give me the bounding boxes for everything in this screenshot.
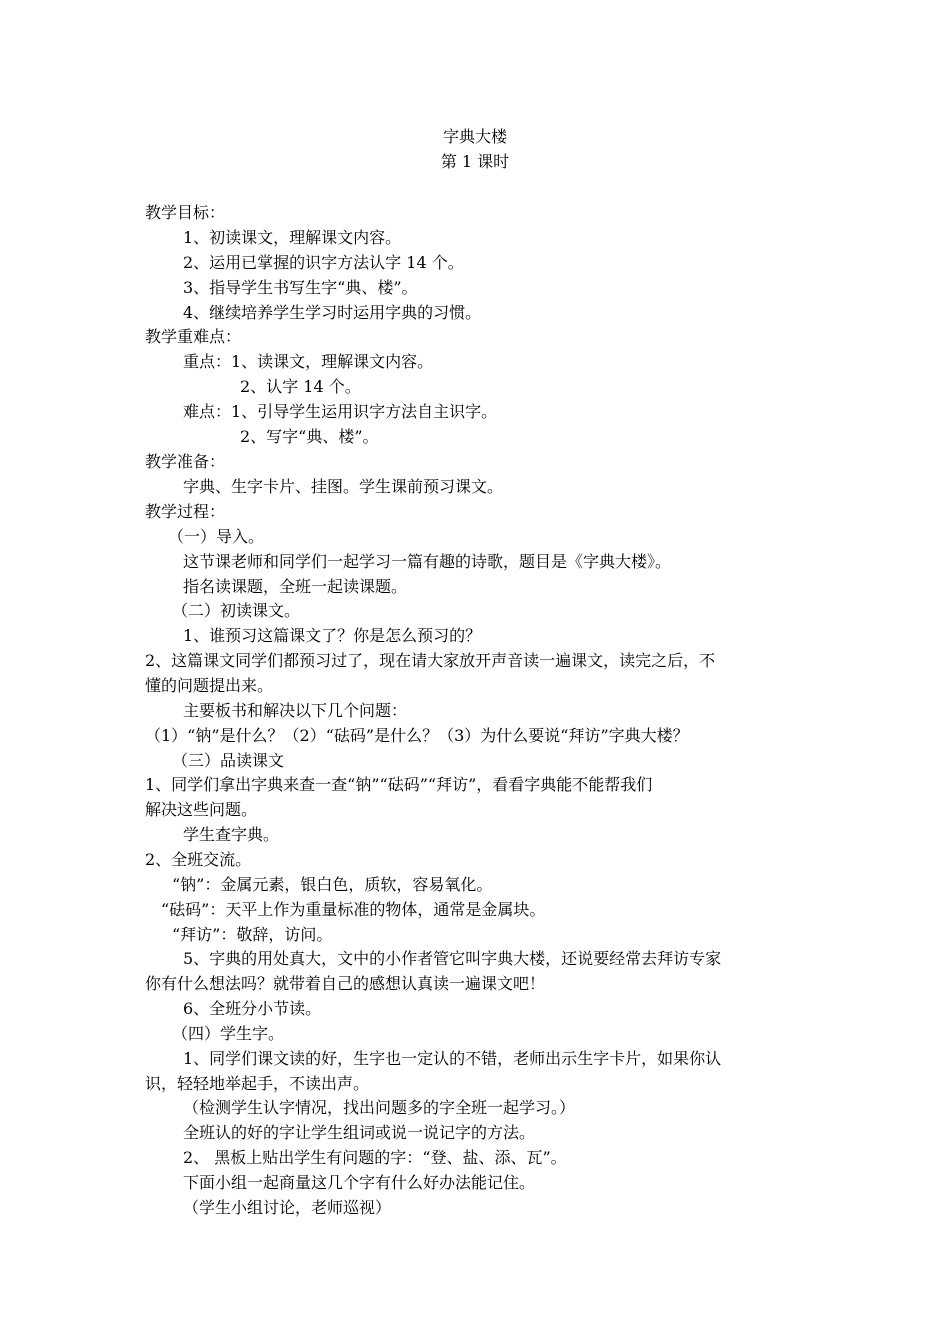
text-line: “钠”：金属元素，银白色，质软，容易氧化。 (172, 875, 493, 894)
text-line: （学生小组讨论，老师巡视） (183, 1198, 392, 1217)
subsection-heading: （一）导入。 (168, 527, 265, 546)
text-line: 下面小组一起商量这几个字有什么好办法能记住。 (183, 1173, 536, 1192)
text-line: 2、写字“典、楼”。 (240, 427, 379, 446)
text-line: 识，轻轻地举起手，不读出声。 (145, 1074, 370, 1093)
subsection-heading: （二）初读课文。 (172, 601, 301, 620)
text-line: 你有什么想法吗？就带着自己的感想认真读一遍课文吧！ (145, 974, 546, 993)
text-line: 学生查字典。 (183, 825, 280, 844)
text-line: 解决这些问题。 (145, 800, 258, 819)
lesson-period: 第 1 课时 (440, 152, 510, 171)
document-title: 字典大楼 (442, 127, 507, 146)
text-line: 难点：1、引导学生运用识字方法自主识字。 (183, 402, 498, 421)
text-line: 重点：1、读课文，理解课文内容。 (183, 352, 434, 371)
text-line: 1、谁预习这篇课文了？你是怎么预习的？ (183, 626, 482, 645)
text-line: 懂的问题提出来。 (145, 676, 274, 695)
subsection-heading: （三）品读课文 (172, 751, 285, 770)
subsection-heading: （四）学生字。 (172, 1024, 285, 1043)
text-line: 字典、生字卡片、挂图。学生课前预习课文。 (183, 477, 504, 496)
text-line: “砝码”：天平上作为重量标准的物体，通常是金属块。 (161, 900, 546, 919)
text-line: 2、认字 14 个。 (240, 377, 361, 396)
text-line: 3、指导学生书写生字“典、楼”。 (183, 278, 418, 297)
text-line: 2、全班交流。 (145, 850, 252, 869)
text-line: 2、运用已掌握的识字方法认字 14 个。 (183, 253, 464, 272)
text-line: 主要板书和解决以下几个问题： (183, 701, 408, 720)
text-line: “拜访”：敬辞，访问。 (172, 925, 333, 944)
text-line: 这节课老师和同学们一起学习一篇有趣的诗歌，题目是《字典大楼》。 (183, 552, 672, 571)
text-line: 1、初读课文，理解课文内容。 (183, 228, 402, 247)
text-line: 6、全班分小节读。 (183, 999, 322, 1018)
text-line: 2、 黑板上贴出学生有问题的字：“登、盐、添、瓦”。 (183, 1148, 567, 1167)
section-heading: 教学目标： (145, 203, 226, 222)
section-heading: 教学重难点： (145, 327, 242, 346)
text-line: （检测学生认字情况，找出问题多的字全班一起学习。） (183, 1098, 576, 1117)
text-line: 4、继续培养学生学习时运用字典的习惯。 (183, 303, 482, 322)
text-line: 5、字典的用处真大，文中的小作者管它叫字典大楼，还说要经常去拜访专家 (183, 949, 722, 968)
text-line: 1、同学们拿出字典来查一查“钠”“砝码”“拜访”，看看字典能不能帮我们 (145, 775, 653, 794)
text-line: 1、同学们课文读的好，生字也一定认的不错，老师出示生字卡片，如果你认 (183, 1049, 722, 1068)
text-line: 全班认的好的字让学生组词或说一说记字的方法。 (183, 1123, 536, 1142)
section-heading: 教学过程： (145, 502, 226, 521)
section-heading: 教学准备： (145, 452, 226, 471)
text-line: 2、这篇课文同学们都预习过了，现在请大家放开声音读一遍课文，读完之后，不 (145, 651, 716, 670)
text-line: （1）“钠”是什么？（2）“砝码”是什么？（3）为什么要说“拜访”字典大楼？ (145, 726, 689, 745)
text-line: 指名读课题，全班一起读课题。 (183, 577, 408, 596)
